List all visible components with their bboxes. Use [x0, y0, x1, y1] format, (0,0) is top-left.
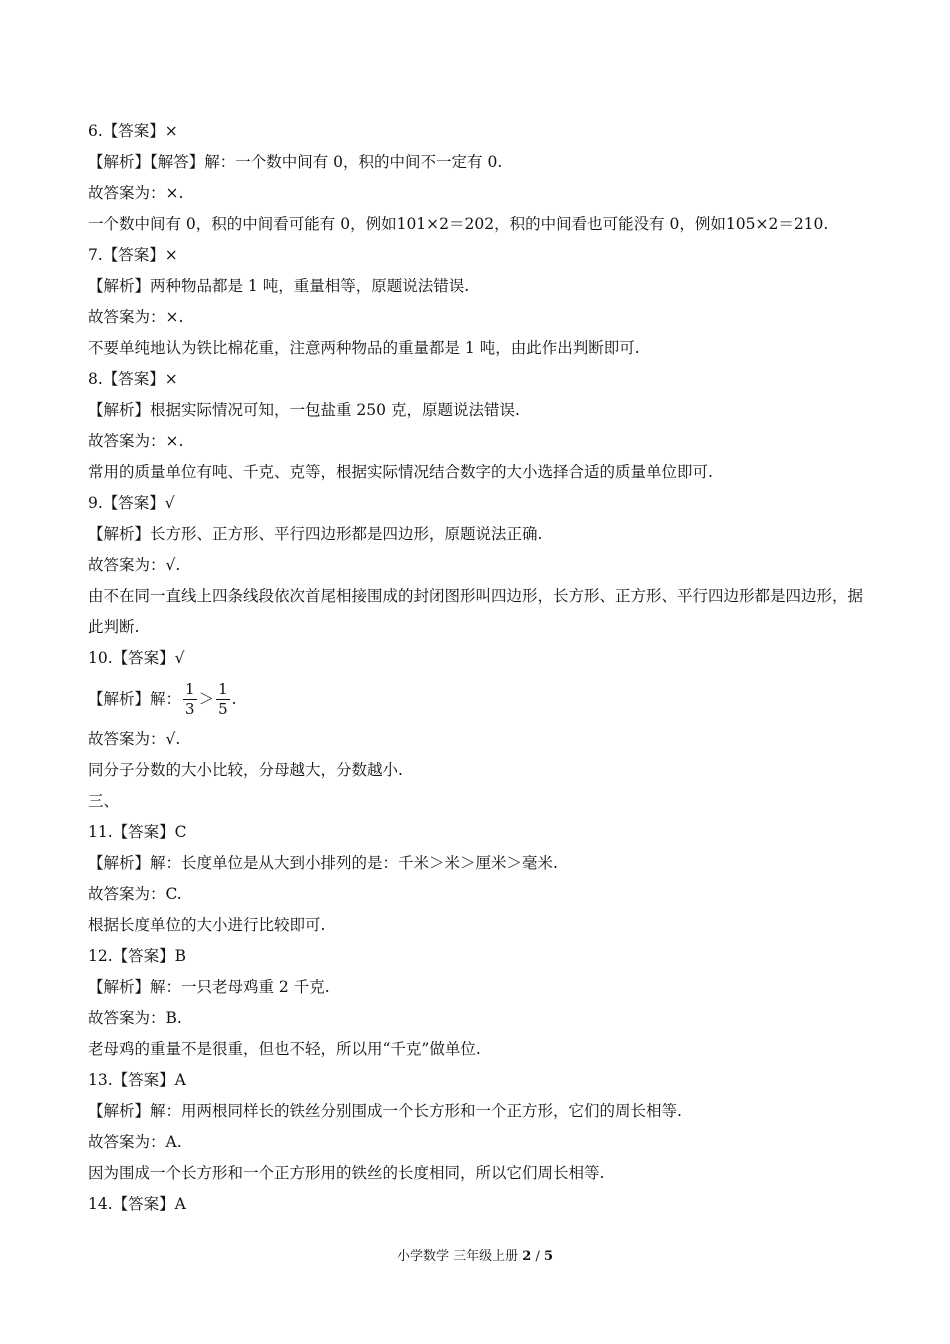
fraction-numerator: 1	[185, 679, 195, 698]
footer-page-number: 2	[522, 1249, 532, 1264]
analysis-12: 【解析】解：一只老母鸡重 2 千克.	[88, 978, 330, 996]
explanation-12: 老母鸡的重量不是很重，但也不轻，所以用“千克”做单位.	[88, 1040, 481, 1058]
answer-9: 9.【答案】√	[88, 494, 175, 512]
analysis-8: 【解析】根据实际情况可知，一包盐重 250 克，原题说法错误.	[88, 401, 520, 419]
footer-label: 小学数学 三年级上册	[396, 1249, 519, 1264]
explanation-10: 同分子分数的大小比较，分母越大，分数越小.	[88, 761, 403, 779]
answer-7: 7.【答案】×	[88, 246, 178, 264]
result-7: 故答案为：×.	[88, 308, 184, 326]
analysis-9: 【解析】长方形、正方形、平行四边形都是四边形，原题说法正确.	[88, 525, 543, 543]
footer-total-pages: 5	[543, 1249, 554, 1264]
answer-10: 10.【答案】√	[88, 649, 185, 667]
analysis-10-prefix: 【解析】解：	[88, 689, 182, 708]
fraction-denominator: 3	[185, 699, 195, 718]
analysis-6: 【解析】【解答】解：一个数中间有 0，积的中间不一定有 0.	[88, 153, 503, 171]
result-12: 故答案为：B.	[88, 1009, 182, 1027]
answer-6: 6.【答案】×	[88, 122, 178, 140]
document-body	[88, 116, 878, 1220]
fraction-one-fifth	[216, 679, 230, 718]
result-10: 故答案为：√.	[88, 730, 181, 748]
footer-separator: /	[535, 1249, 540, 1264]
section-heading-3: 三、	[88, 792, 120, 810]
result-6: 故答案为：×.	[88, 184, 184, 202]
result-9: 故答案为：√.	[88, 556, 181, 574]
explanation-8: 常用的质量单位有吨、千克、克等，根据实际情况结合数字的大小选择合适的质量单位即可.	[88, 463, 713, 481]
greater-than-sign: ＞	[198, 689, 215, 708]
analysis-11: 【解析】解：长度单位是从大到小排列的是：千米＞米＞厘米＞毫米.	[88, 854, 558, 872]
answer-12: 12.【答案】B	[88, 947, 187, 965]
explanation-9: 由不在同一直线上四条线段依次首尾相接围成的封闭图形叫四边形，长方形、正方形、平行四边形都是四边形，据此判断.	[88, 587, 864, 636]
answer-8: 8.【答案】×	[88, 370, 178, 388]
fraction-one-third	[183, 679, 197, 718]
explanation-6: 一个数中间有 0，积的中间看可能有 0，例如101×2＝202，积的中间看也可能没有 0，例如105×2＝210.	[88, 215, 829, 233]
page-footer	[0, 1245, 950, 1264]
answer-13: 13.【答案】A	[88, 1071, 186, 1089]
analysis-10-suffix: .	[231, 689, 237, 708]
result-11: 故答案为：C.	[88, 885, 182, 903]
explanation-11: 根据长度单位的大小进行比较即可.	[88, 916, 326, 934]
fraction-numerator: 1	[218, 679, 228, 698]
fraction-denominator: 5	[218, 699, 228, 718]
answer-11: 11.【答案】C	[88, 823, 187, 841]
result-13: 故答案为：A.	[88, 1133, 182, 1151]
explanation-7: 不要单纯地认为铁比棉花重，注意两种物品的重量都是 1 吨，由此作出判断即可.	[88, 339, 640, 357]
answer-14: 14.【答案】A	[88, 1195, 186, 1213]
result-8: 故答案为：×.	[88, 432, 184, 450]
analysis-10	[88, 674, 878, 724]
analysis-7: 【解析】两种物品都是 1 吨，重量相等，原题说法错误.	[88, 277, 470, 295]
explanation-13: 因为围成一个长方形和一个正方形用的铁丝的长度相同，所以它们周长相等.	[88, 1164, 605, 1182]
analysis-13: 【解析】解：用两根同样长的铁丝分别围成一个长方形和一个正方形，它们的周长相等.	[88, 1102, 682, 1120]
